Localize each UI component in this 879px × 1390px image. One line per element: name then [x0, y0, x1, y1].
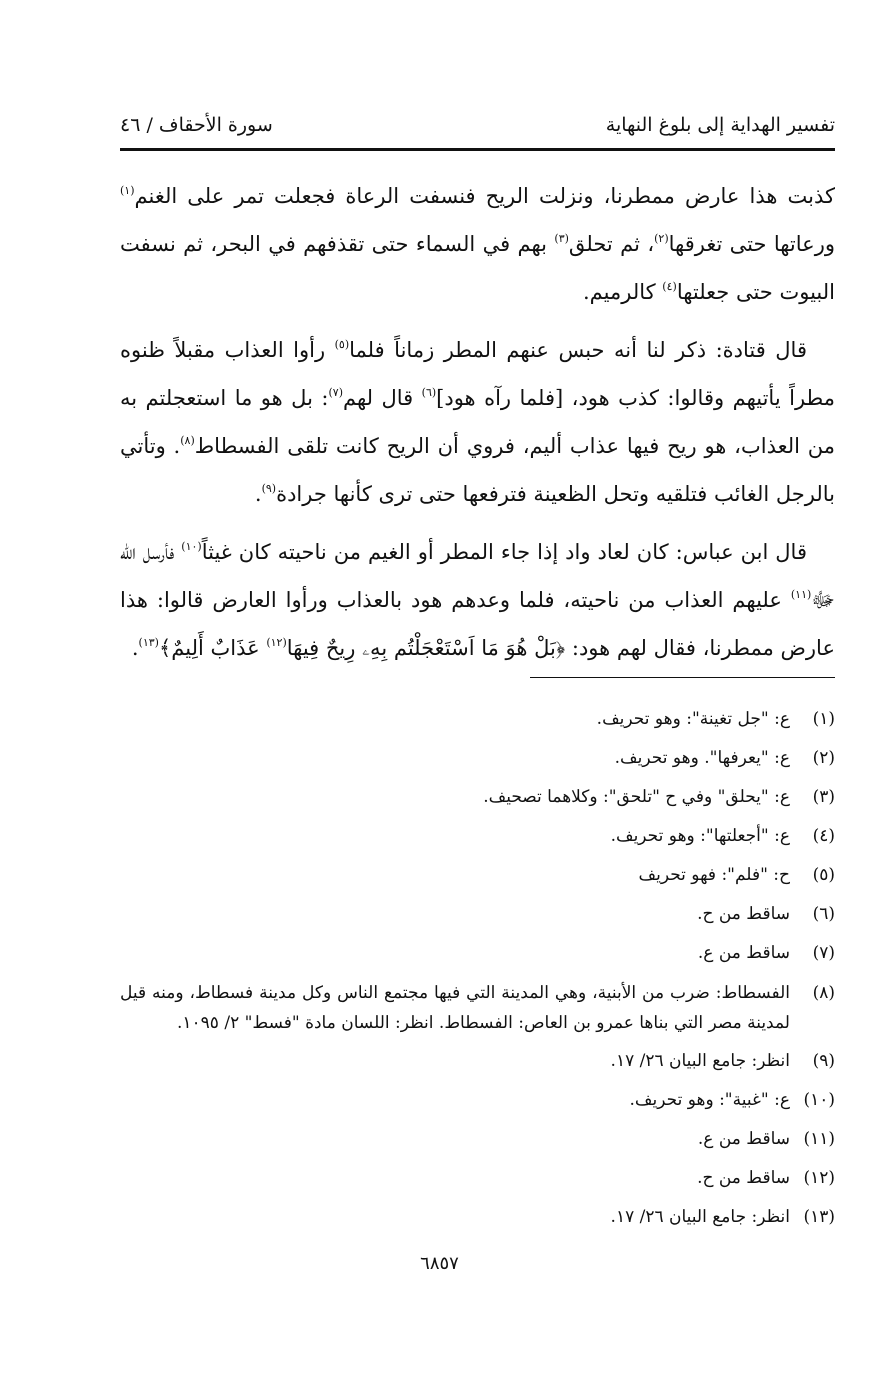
footnote: [120, 739, 835, 778]
text-run: قال لهم: [342, 386, 422, 410]
text-run: . وتأتي بالرجل الغائب فتلقيه وتحل الظعينة فترفعها حتى ترى كأنها جرادة: [120, 434, 835, 506]
footnote-text: ساقط من ح.: [697, 1168, 790, 1188]
footnote-number: (٥): [812, 865, 835, 885]
footnote-number: (٨): [812, 983, 835, 1003]
footnote-text: ساقط من ع.: [697, 943, 790, 963]
footnote: [120, 1198, 835, 1237]
text-run: عَذَابٌ أَلِيمٌ﴾: [158, 636, 267, 660]
footnote-number: (٣): [812, 787, 835, 807]
footnote: [120, 973, 835, 1042]
footnote-text: ساقط من ح.: [697, 904, 790, 924]
footnote: [120, 1081, 835, 1120]
footnotes: [120, 700, 835, 1237]
footnote-ref-7: (٧): [328, 386, 343, 399]
text-run: كذبت هذا عارض ممطرنا، ونزلت الريح فنسفت الرعاة فجعلت تمر على الغنم: [134, 184, 835, 208]
footnote-text: ع: "يحلق" وفي ح "تلحق": وكلاهما تصحيف.: [483, 787, 790, 807]
footnote-text: الفسطاط: ضرب من الأبنية، وهي المدينة التي فيها مجتمع الناس وكل مدينة فسطاط، ومنه قيل لمدينة مصر التي بناها عمرو بن العاص: الفسطاط. انظر: اللسان مادة "فسط" ٢/ ١٠٩٥.: [120, 983, 790, 1033]
footnote-number: (١٣): [803, 1207, 835, 1227]
footnote-ref-3: (٣): [554, 232, 569, 245]
paragraph-2: [120, 326, 835, 518]
footnote-text: ساقط من ع.: [697, 1129, 790, 1149]
text-run: عليهم العذاب من ناحيته، فلما وعدهم هود بالعذاب ورأوا العارض قالوا: هذا عارض ممطرنا، فقال لهم هود: ﴿بَلْ هُوَ مَا اَسْتَعْجَلْتُم بِهِۦ رِيحٌ فِيهَا: [120, 588, 835, 660]
footnote-number: (١): [812, 709, 835, 729]
text-run: : بل هو ما استعجلتم به من العذاب، هو ريح فيها عذاب أليم، فروي أن الريح كانت تلقى الفسطاط: [120, 386, 836, 458]
text-run: رأوا العذاب مقبلاً ظنوه مطراً يأتيهم وقالوا: كذب هود، [فلما رآه هود]: [120, 338, 836, 410]
surah-reference: سورة الأحقاف / ٤٦: [120, 114, 273, 136]
footnote-number: (١١): [803, 1129, 835, 1149]
footnote-number: (٤): [812, 826, 835, 846]
main-text: [120, 172, 835, 682]
footnote-text: ع: "يعرفها". وهو تحريف.: [614, 748, 790, 768]
text-run: بهم في السماء حتى تقذفهم في البحر، ثم نسفت البيوت حتى جعلتها: [120, 232, 835, 304]
footnote-number: (١٠): [803, 1090, 835, 1110]
footnote-ref-13: (١٣): [138, 636, 159, 649]
footnote-text: ح: "فلم": فهو تحريف: [638, 865, 790, 885]
paragraph-3: [120, 528, 835, 672]
footnote: [120, 934, 835, 973]
footnote: [120, 817, 835, 856]
footnote-number: (٧): [812, 943, 835, 963]
book-title: تفسير الهداية إلى بلوغ النهاية: [605, 114, 835, 136]
footnote-number: (٦): [812, 904, 835, 924]
running-header: [120, 108, 835, 151]
footnote-ref-4: (٤): [662, 280, 677, 293]
footnote-text: ع: "أجعلتها": وهو تحريف.: [610, 826, 790, 846]
footnote-number: (١٢): [803, 1168, 835, 1188]
footnote: [120, 778, 835, 817]
footnote: [120, 856, 835, 895]
footnote-ref-10: (١٠): [181, 540, 202, 553]
page-number: ٦٨٥٧: [420, 1253, 459, 1274]
footnote-ref-6: (٦): [421, 386, 437, 399]
footnote: [120, 700, 835, 739]
text-run: ، ثم تحلق: [568, 232, 655, 256]
footnote-text: ع: "غبية": وهو تحريف.: [629, 1090, 790, 1110]
footnote-divider: [530, 677, 835, 678]
footnote-ref-1: (١): [120, 184, 135, 197]
text-run: كالرميم.: [583, 280, 663, 304]
footnote-text: انظر: جامع البيان ٢٦/ ١٧.: [610, 1051, 790, 1071]
footnote: [120, 895, 835, 934]
footnote-ref-5: (٥): [334, 338, 350, 351]
text-run: قال ابن عباس: كان لعاد واد إذا جاء المطر أو الغيم من ناحيته كان غيثاً: [201, 540, 807, 564]
text-run: .: [254, 482, 262, 506]
text-run: فأرسل الله ﷻ: [120, 540, 835, 612]
footnote-number: (٩): [812, 1051, 835, 1071]
footnote-ref-9: (٩): [261, 482, 277, 495]
footnote-ref-11: (١١): [790, 588, 812, 601]
footnote-ref-2: (٢): [654, 232, 669, 245]
footnote: [120, 1159, 835, 1198]
text-run: قال قتادة: ذكر لنا أنه حبس عنهم المطر زماناً فلما: [349, 338, 807, 362]
footnote-ref-12: (١٢): [266, 636, 287, 649]
footnote-text: انظر: جامع البيان ٢٦/ ١٧.: [610, 1207, 790, 1227]
footnote-text: ع: "جل تغينة": وهو تحريف.: [596, 709, 790, 729]
footnote-number: (٢): [812, 748, 835, 768]
footnote: [120, 1042, 835, 1081]
text-run: .: [131, 636, 139, 660]
footnote: [120, 1120, 835, 1159]
footnote-ref-8: (٨): [180, 434, 195, 447]
text-run: ورعاتها حتى تغرقها: [668, 232, 835, 256]
paragraph-1: [120, 172, 835, 316]
